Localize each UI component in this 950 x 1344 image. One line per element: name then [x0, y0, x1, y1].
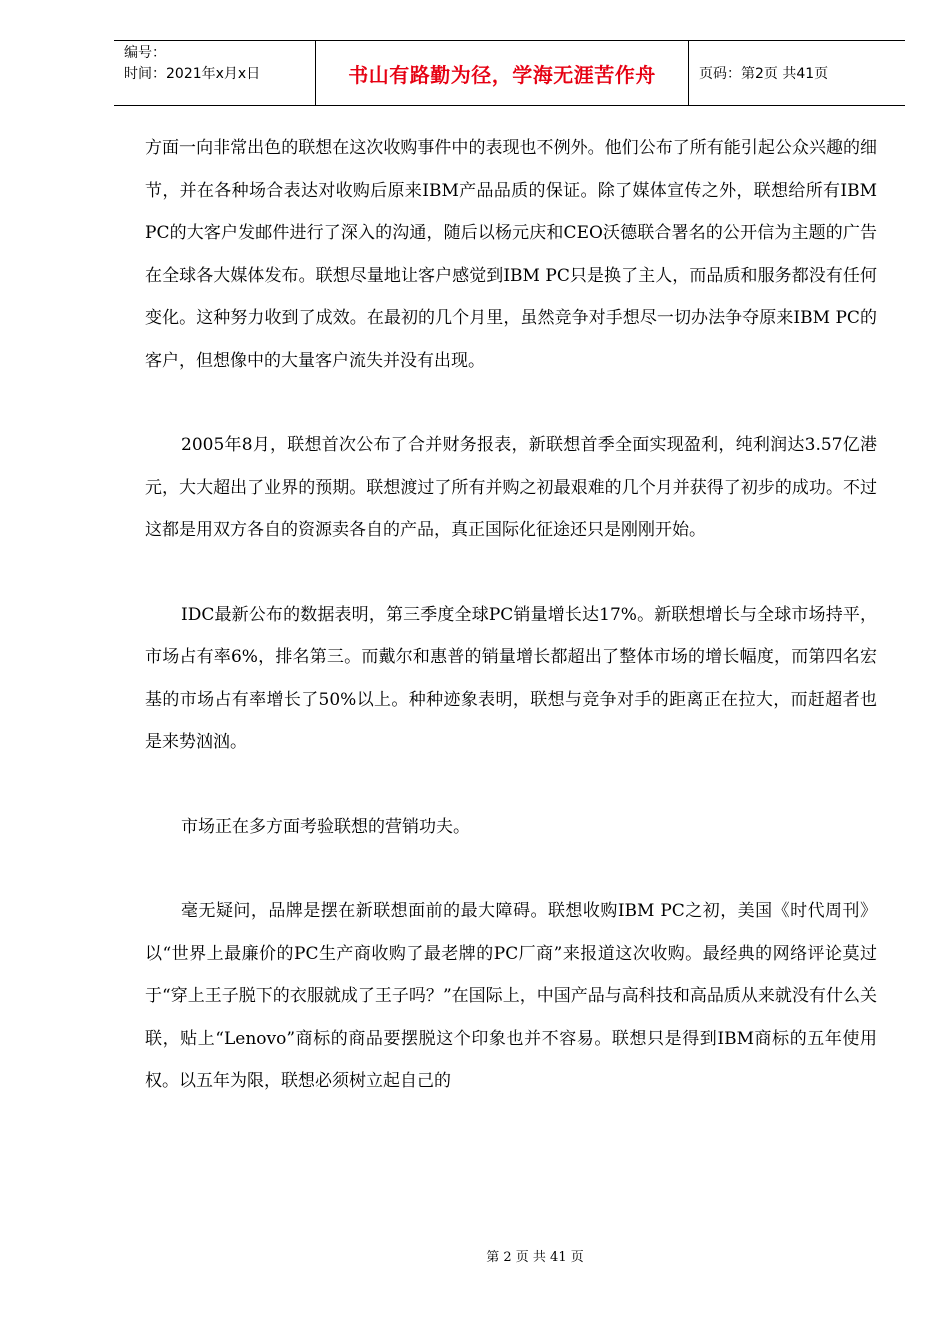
paragraph-4: 市场正在多方面考验联想的营销功夫。 — [181, 816, 470, 837]
paragraph-5: 毫无疑问，品牌是摆在新联想面前的最大障碍。联想收购IBM PC之初，美国《时代周刊》以“世界上最廉价的PC生产商收购了最老牌的PC厂商”来报道这次收购。最经典的网络评论莫过于“穿上王子脱下的衣服就成了王子吗？”在国际上，中国产品与高科技和高品质从来就没有什么关联，贴上“Lenovo”商标的商品要摆脱这个印象也并不容易。联想只是得到IBM商标的五年使用权。以五年为限，联想必须树立起自己的 — [145, 901, 877, 1091]
document-number-label: 编号： — [124, 45, 166, 61]
page-header — [114, 40, 905, 106]
paragraph-3: IDC最新公布的数据表明，第三季度全球PC销量增长达17%。新联想增长与全球市场持平，市场占有率6%，排名第三。而戴尔和惠普的销量增长都超出了整体市场的增长幅度，而第四名宏基的市场占有率增长了50%以上。种种迹象表明，联想与竞争对手的距离正在拉大，而赶超者也是来势汹汹。 — [145, 604, 877, 752]
footer-page-number: 第 2 页 共 41 页 — [486, 1250, 584, 1265]
header-motto: 书山有路勤为径，学海无涯苦作舟 — [348, 62, 656, 87]
header-page-number: 页码：第2页 共41页 — [699, 66, 829, 82]
paragraph-1: 方面一向非常出色的联想在这次收购事件中的表现也不例外。他们公布了所有能引起公众兴趣的细节，并在各种场合表达对收购后原来IBM产品品质的保证。除了媒体宣传之外，联想给所有IBM PC的大客户发邮件进行了深入的沟通，随后以杨元庆和CEO沃德联合署名的公开信为主题的广告在全球各大媒体发布。联想尽量地让客户感觉到IBM PC只是换了主人，而品质和服务都没有任何变化。这种努力收到了成效。在最初的几个月里，虽然竞争对手想尽一切办法争夺原来IBM PC的客户，但想像中的大量客户流失并没有出现。 — [145, 138, 877, 371]
paragraph-gap — [145, 848, 877, 890]
header-page-cell — [689, 41, 905, 105]
header-meta — [114, 41, 316, 105]
paragraph-2: 2005年8月，联想首次公布了合并财务报表，新联想首季全面实现盈利，纯利润达3.57亿港元，大大超出了业界的预期。联想渡过了所有并购之初最艰难的几个月并获得了初步的成功。不过这都是用双方各自的资源卖各自的产品，真正国际化征途还只是刚刚开始。 — [145, 435, 877, 540]
page-footer — [0, 1246, 950, 1265]
paragraph-gap — [145, 552, 877, 594]
document-body — [145, 127, 877, 1103]
header-motto-cell — [316, 41, 689, 105]
paragraph-gap — [145, 764, 877, 806]
paragraph-gap — [145, 382, 877, 424]
document-time-label: 时间：2021年x月x日 — [124, 66, 261, 82]
